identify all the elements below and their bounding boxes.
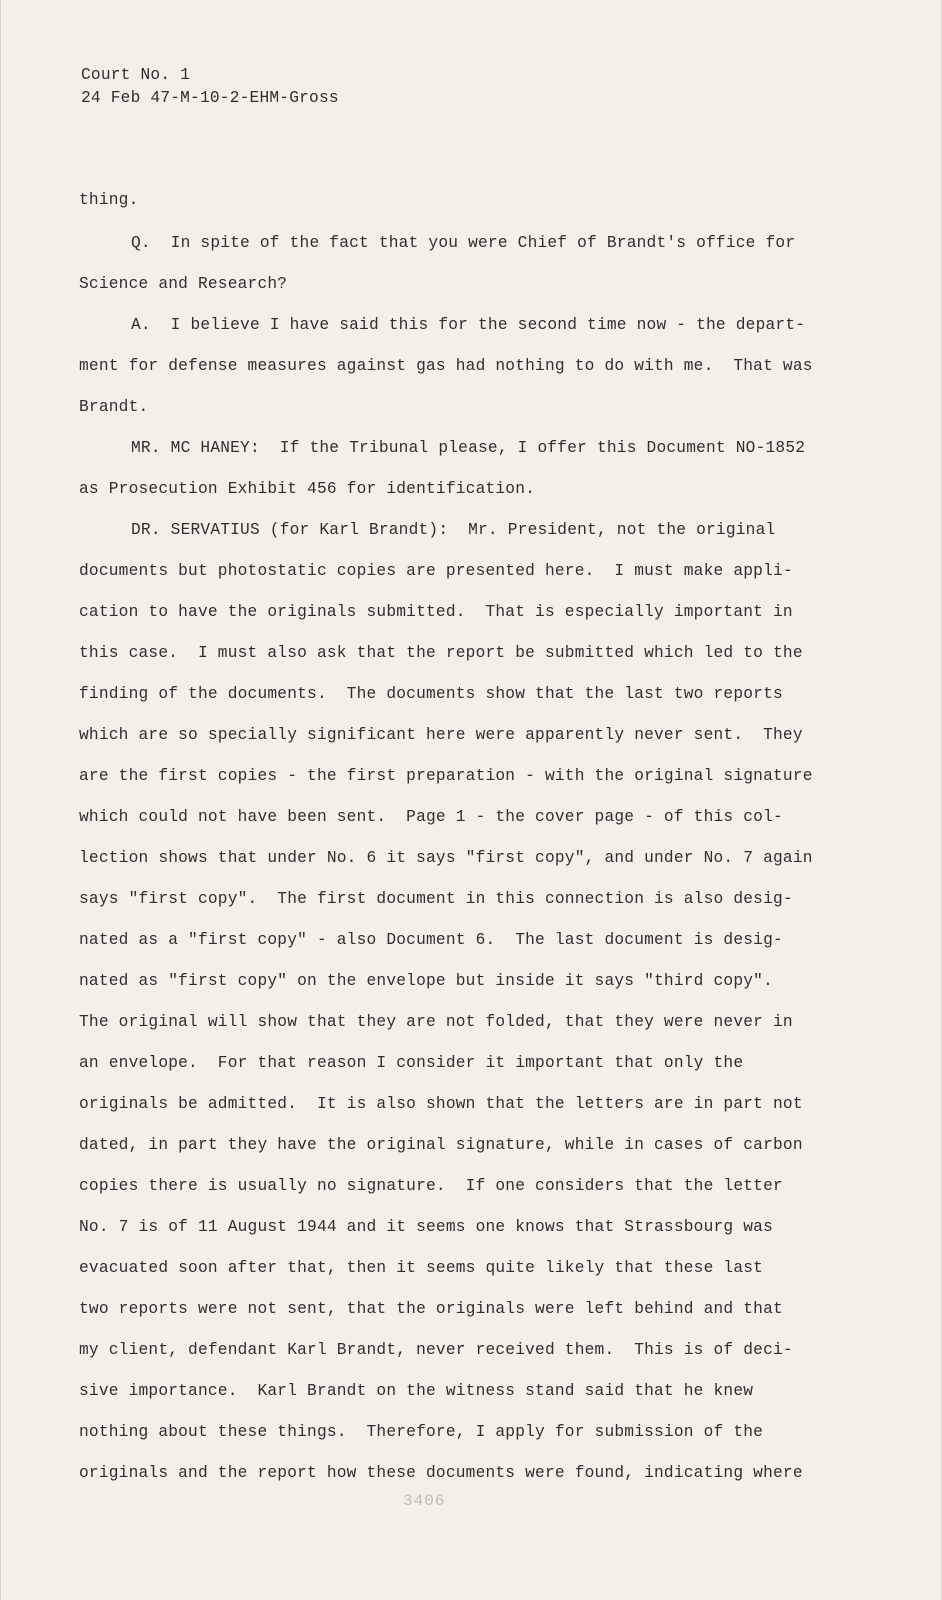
body-line: nated as a "first copy" - also Document 6. The last document is desig- bbox=[79, 931, 783, 949]
body-line: nated as "first copy" on the envelope but inside it says "third copy". bbox=[79, 972, 773, 990]
body-line: which could not have been sent. Page 1 - the cover page - of this col- bbox=[79, 808, 783, 826]
body-line: nothing about these things. Therefore, I apply for submission of the bbox=[79, 1423, 764, 1441]
body-line: two reports were not sent, that the originals were left behind and that bbox=[79, 1300, 783, 1318]
body-line: evacuated soon after that, then it seems quite likely that these last bbox=[79, 1259, 764, 1277]
body-line: dated, in part they have the original signature, while in cases of carbon bbox=[79, 1136, 803, 1154]
body-line: No. 7 is of 11 August 1944 and it seems one knows that Strassbourg was bbox=[79, 1218, 773, 1236]
body-line: says "first copy". The first document in this connection is also desig- bbox=[79, 890, 793, 908]
body-line: DR. SERVATIUS (for Karl Brandt): Mr. President, not the original bbox=[131, 521, 776, 539]
body-line: copies there is usually no signature. If one considers that the letter bbox=[79, 1177, 783, 1195]
document-reference: 24 Feb 47-M-10-2-EHM-Gross bbox=[81, 89, 339, 107]
body-line: my client, defendant Karl Brandt, never received them. This is of deci- bbox=[79, 1341, 793, 1359]
body-line: thing. bbox=[79, 191, 139, 209]
body-line: are the first copies - the first preparation - with the original signature bbox=[79, 767, 813, 785]
body-line: The original will show that they are not folded, that they were never in bbox=[79, 1013, 793, 1031]
body-line: an envelope. For that reason I consider it important that only the bbox=[79, 1054, 744, 1072]
page-header bbox=[81, 64, 339, 110]
body-line: documents but photostatic copies are presented here. I must make appli- bbox=[79, 562, 793, 580]
body-line: originals and the report how these documents were found, indicating where bbox=[79, 1464, 803, 1482]
body-line: cation to have the originals submitted. That is especially important in bbox=[79, 603, 793, 621]
body-line: as Prosecution Exhibit 456 for identification. bbox=[79, 480, 536, 498]
body-line: A. I believe I have said this for the second time now - the depart- bbox=[131, 316, 806, 334]
body-line: originals be admitted. It is also shown that the letters are in part not bbox=[79, 1095, 803, 1113]
body-line: lection shows that under No. 6 it says "first copy", and under No. 7 again bbox=[79, 849, 813, 867]
court-number: Court No. 1 bbox=[81, 66, 191, 84]
body-line: this case. I must also ask that the report be submitted which led to the bbox=[79, 644, 803, 662]
body-line: MR. MC HANEY: If the Tribunal please, I offer this Document NO-1852 bbox=[131, 439, 806, 457]
body-line: sive importance. Karl Brandt on the witness stand said that he knew bbox=[79, 1382, 754, 1400]
body-line: ment for defense measures against gas had nothing to do with me. That was bbox=[79, 357, 813, 375]
body-line: Science and Research? bbox=[79, 275, 288, 293]
body-line: Q. In spite of the fact that you were Chief of Brandt's office for bbox=[131, 234, 796, 252]
body-line: which are so specially significant here were apparently never sent. They bbox=[79, 726, 803, 744]
body-line: Brandt. bbox=[79, 398, 149, 416]
body-line: finding of the documents. The documents show that the last two reports bbox=[79, 685, 783, 703]
page-number: 3406 bbox=[403, 1492, 446, 1510]
